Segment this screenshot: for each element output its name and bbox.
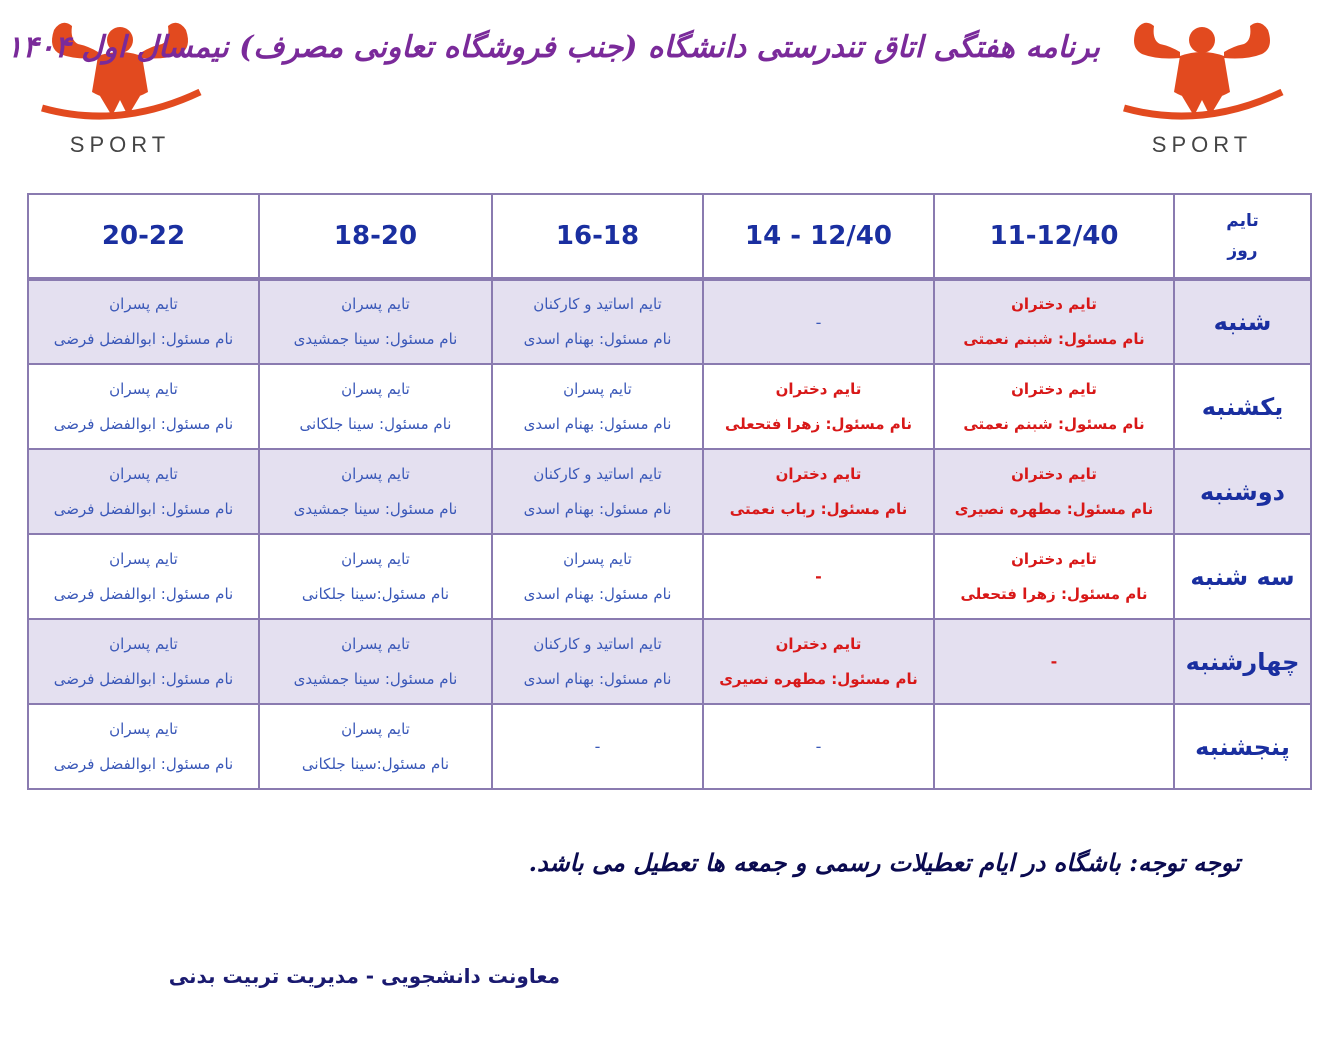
schedule-cell [259,364,492,449]
sport-logo-right [1102,12,1302,162]
schedule-cell [492,534,703,619]
day-cell: پنجشنبه [1174,704,1311,789]
responsible-person: نام مسئول:سینا جلکانی [301,754,450,773]
responsible-person: نام مسئول: ابوالفضل فرضی [53,584,234,603]
responsible-person: نام مسئول: ابوالفضل فرضی [53,669,234,688]
column-header: 12/40 - 14 [703,194,934,279]
day-cell: شنبه [1174,279,1311,364]
session-title: تایم پسران [109,549,178,568]
schedule-cell [492,449,703,534]
responsible-person: نام مسئول: شبنم نعمتی [963,330,1145,348]
schedule-cell [703,704,934,789]
session-title: تایم پسران [109,719,178,738]
session-title: تایم پسران [109,295,178,313]
schedule-table [27,193,1312,790]
responsible-person: نام مسئول: زهرا فتحعلی [724,414,913,433]
schedule-cell [703,279,934,364]
empty-slot-dash: - [815,312,822,332]
responsible-person: نام مسئول: ابوالفضل فرضی [53,414,234,433]
session-title: تایم دختران [775,464,862,483]
schedule-cell [28,449,259,534]
responsible-person: نام مسئول: بهنام اسدی [523,669,672,688]
session-title: تایم پسران [563,549,632,568]
schedule-cell [492,619,703,704]
responsible-person: نام مسئول: سینا جلکانی [299,414,452,433]
column-header: 18-20 [259,194,492,279]
responsible-person: نام مسئول:سینا جلکانی [301,584,450,603]
schedule-cell [934,364,1174,449]
session-title: تایم اساتید و کارکنان [533,464,662,483]
table-row [28,364,1311,449]
empty-slot-dash: - [594,737,601,756]
schedule-cell [934,534,1174,619]
session-title: تایم پسران [341,634,410,653]
responsible-person: نام مسئول: سینا جمشیدی [293,669,458,688]
table-row [28,449,1311,534]
footer-signature: معاونت دانشجویی - مدیریت تربیت بدنی [168,964,560,988]
schedule-cell [28,619,259,704]
schedule-cell [259,534,492,619]
responsible-person: نام مسئول: مطهره نصیری [954,499,1154,518]
schedule-body [28,279,1311,789]
day-cell: چهارشنبه [1174,619,1311,704]
session-title: تایم دختران [775,379,862,398]
corner-time-label: تایم [1226,211,1259,231]
day-cell: دوشنبه [1174,449,1311,534]
session-title: تایم پسران [341,295,410,313]
schedule-cell [259,279,492,364]
schedule-cell [492,279,703,364]
session-title: تایم دختران [1011,379,1097,398]
session-title: تایم پسران [341,464,410,483]
schedule-cell [934,449,1174,534]
session-title: تایم دختران [1011,464,1097,483]
schedule-cell [703,619,934,704]
responsible-person: نام مسئول: ابوالفضل فرضی [53,330,234,348]
responsible-person: نام مسئول: ابوالفضل فرضی [53,754,234,773]
table-row [28,619,1311,704]
session-title: تایم دختران [775,634,862,653]
schedule-cell [934,704,1174,789]
schedule-cell [259,449,492,534]
responsible-person: نام مسئول: رباب نعمتی [729,499,908,518]
schedule-cell [28,704,259,789]
day-cell: یکشنبه [1174,364,1311,449]
responsible-person: نام مسئول: بهنام اسدی [523,499,672,518]
schedule-cell [703,449,934,534]
holiday-note: توجه توجه: باشگاه در ایام تعطیلات رسمی و جمعه ها تعطیل می باشد. [528,848,1240,877]
responsible-person: نام مسئول: بهنام اسدی [523,584,672,603]
page-title: برنامه هفتگی اتاق تندرستی دانشگاه (جنب فروشگاه تعاونی مصرف) نیمسال اول ۱۴۰۴ [6,30,1100,65]
session-title: تایم پسران [341,379,410,398]
schedule-cell [934,279,1174,364]
session-title: تایم پسران [341,719,410,738]
schedule-cell [259,619,492,704]
session-title: تایم دختران [1011,295,1097,313]
responsible-person: نام مسئول: زهرا فتحعلی [960,584,1148,603]
schedule-cell [28,279,259,364]
corner-day-label: روز [1227,241,1258,261]
responsible-person: نام مسئول: بهنام اسدی [523,414,672,433]
schedule-cell [28,534,259,619]
column-header: 20-22 [28,194,259,279]
empty-slot-dash: - [1050,652,1058,671]
corner-header [1174,194,1311,279]
responsible-person: نام مسئول: سینا جمشیدی [293,499,458,518]
table-row [28,704,1311,789]
day-cell: سه شنبه [1174,534,1311,619]
session-title: تایم پسران [563,379,632,398]
session-title: تایم اساتید و کارکنان [533,295,662,313]
schedule-cell [28,364,259,449]
header-row [28,194,1311,279]
table-row [28,534,1311,619]
session-title: تایم پسران [109,634,178,653]
session-title: تایم پسران [109,379,178,398]
empty-slot-dash: - [815,737,822,756]
logo-text: SPORT [1151,132,1253,157]
session-title: تایم اساتید و کارکنان [533,634,662,653]
session-title: تایم پسران [109,464,178,483]
schedule-cell [492,704,703,789]
session-title: تایم پسران [341,549,410,568]
responsible-person: نام مسئول: سینا جمشیدی [293,330,458,348]
logo-text: SPORT [69,132,171,157]
responsible-person: نام مسئول: ابوالفضل فرضی [53,499,234,518]
column-header: 11-12/40 [934,194,1174,279]
column-header: 16-18 [492,194,703,279]
responsible-person: نام مسئول: مطهره نصیری [719,669,918,688]
schedule-cell [259,704,492,789]
schedule-cell [703,534,934,619]
schedule-cell [703,364,934,449]
responsible-person: نام مسئول: بهنام اسدی [523,330,672,348]
schedule-cell [934,619,1174,704]
session-title: تایم دختران [1011,549,1097,568]
responsible-person: نام مسئول: شبنم نعمتی [963,414,1145,433]
table-row [28,279,1311,364]
empty-slot-dash: - [815,567,822,586]
bodybuilder-logo-icon [1102,12,1302,162]
schedule-cell [492,364,703,449]
